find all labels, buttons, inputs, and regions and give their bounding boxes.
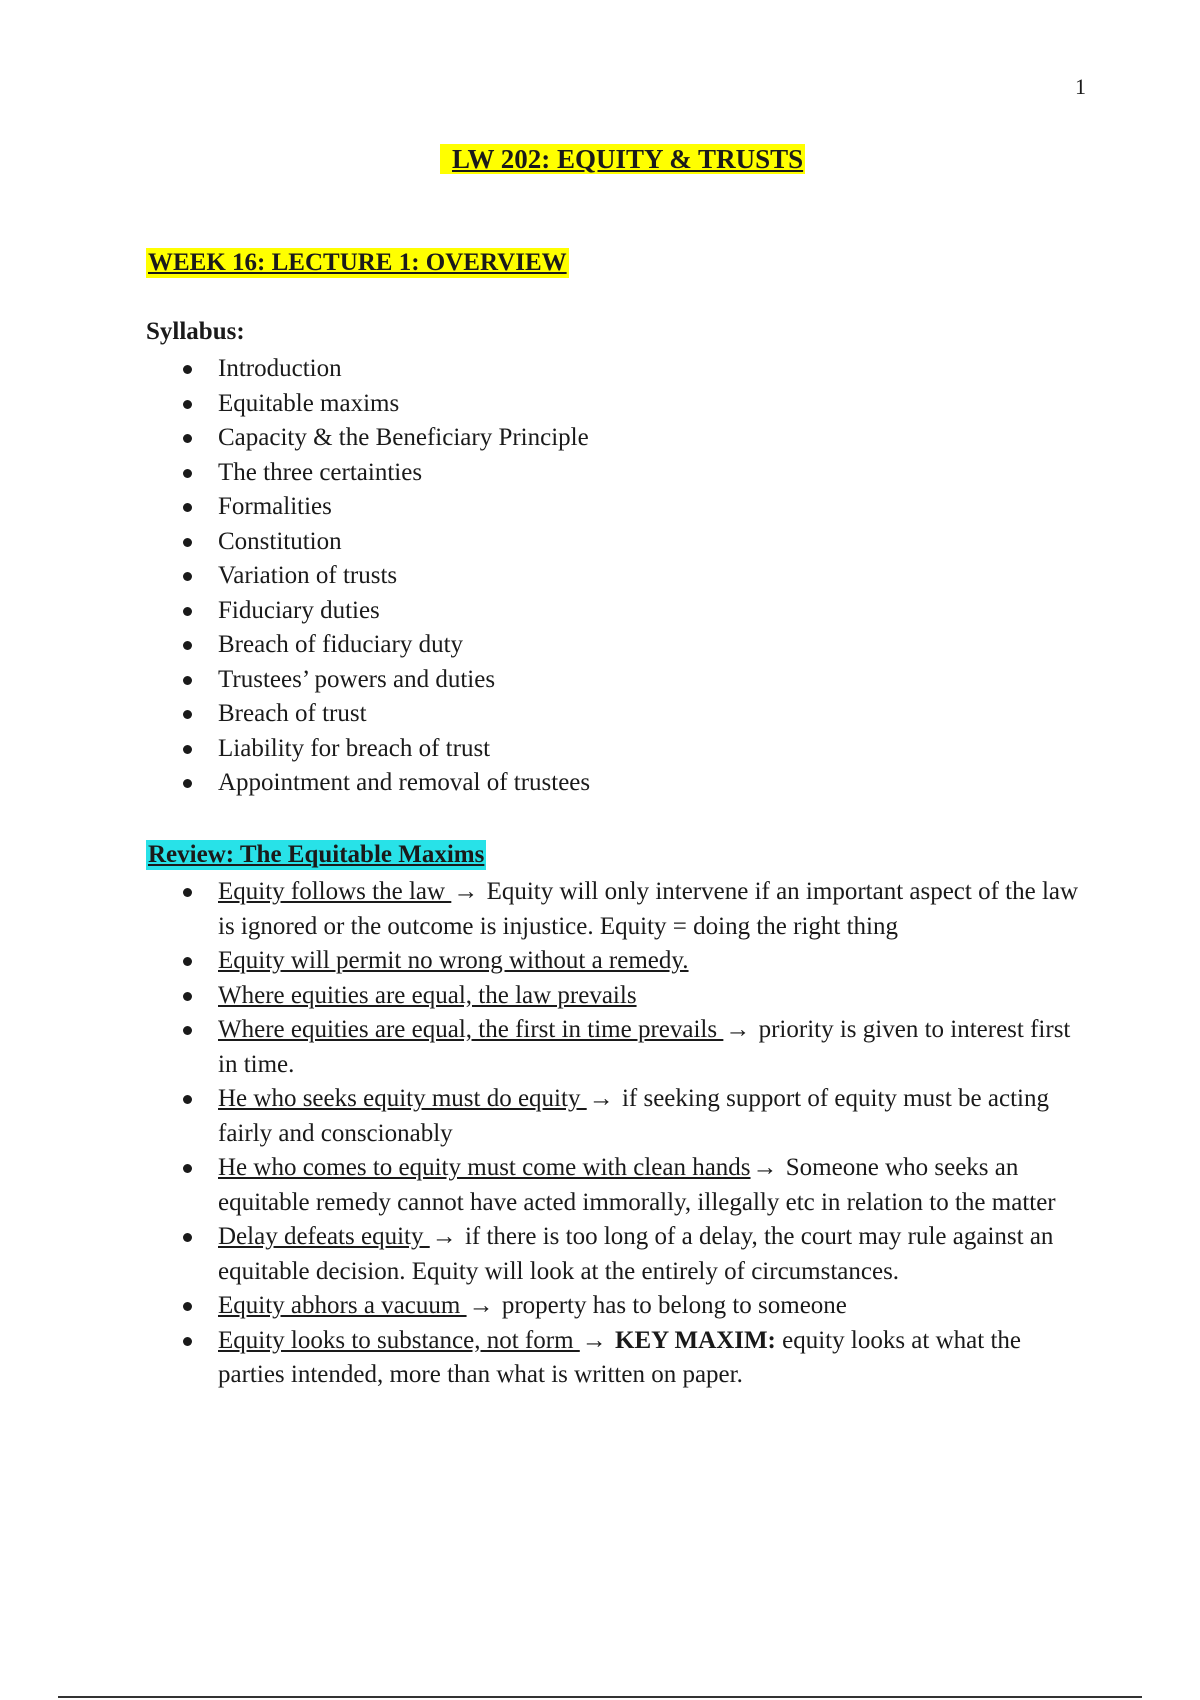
maxims-list: [183, 875, 1093, 1393]
syllabus-item: Equitable maxims: [183, 387, 1093, 422]
maxim-name: Equity looks to substance, not form: [218, 1326, 580, 1354]
footer-divider: [58, 1696, 1142, 1698]
maxim-description: if seeking support of equity must be acting fairly and conscionably: [218, 1085, 1049, 1147]
maxim-name: He who comes to equity must come with clean hands: [218, 1154, 751, 1181]
syllabus-list: [183, 352, 1093, 801]
syllabus-item: Formalities: [183, 490, 1093, 525]
maxim-name: Equity will permit no wrong without a remedy.: [218, 947, 689, 974]
arrow-icon: →: [588, 1085, 614, 1112]
syllabus-item: Appointment and removal of trustees: [183, 766, 1093, 801]
arrow-icon: →: [581, 1326, 607, 1354]
arrow-icon: →: [468, 1292, 494, 1319]
syllabus-item: Capacity & the Beneficiary Principle: [183, 421, 1093, 456]
syllabus-label: Syllabus:: [146, 318, 245, 345]
maxim-item: [183, 1013, 1093, 1082]
maxim-item: [183, 1289, 1093, 1324]
maxim-description: priority is given to interest first in time.: [218, 1016, 1071, 1078]
syllabus-item: Introduction: [183, 352, 1093, 387]
syllabus-item: The three certainties: [183, 456, 1093, 491]
document-title: LW 202: EQUITY & TRUSTS: [440, 144, 805, 174]
maxim-name: Where equities are equal, the law prevails: [218, 981, 637, 1009]
maxim-item: [183, 944, 1093, 979]
maxim-name: Equity follows the law: [218, 878, 452, 905]
syllabus-item: Breach of fiduciary duty: [183, 628, 1093, 663]
maxim-description: equity looks at what the parties intended, more than what is written on paper.: [218, 1326, 1021, 1388]
maxim-name: Delay defeats equity: [218, 1223, 430, 1250]
maxim-name: Where equities are equal, the first in time prevails: [218, 1016, 724, 1043]
maxim-item: [183, 1082, 1093, 1151]
syllabus-item: Liability for breach of trust: [183, 732, 1093, 767]
maxim-item: [183, 1151, 1093, 1220]
maxim-description: if there is too long of a delay, the court may rule against an equitable decision. Equity will look at the entirely of circumstances.: [218, 1223, 1054, 1285]
maxim-name: Equity abhors a vacuum: [218, 1292, 467, 1319]
maxim-description: Someone who seeks an equitable remedy cannot have acted immorally, illegally etc in relation to the matter: [218, 1154, 1056, 1216]
maxim-item: [183, 875, 1093, 944]
maxim-item: [183, 1220, 1093, 1289]
maxim-description: property has to belong to someone: [495, 1292, 847, 1319]
maxim-description: Equity will only intervene if an important aspect of the law is ignored or the outcome is injustice. Equity = doing the right thing: [218, 878, 1079, 940]
review-heading: Review: The Equitable Maxims: [148, 841, 485, 868]
syllabus-item: Trustees’ powers and duties: [183, 663, 1093, 698]
syllabus-item: Constitution: [183, 525, 1093, 560]
arrow-icon: →: [431, 1223, 457, 1250]
arrow-icon: →: [725, 1016, 751, 1043]
maxim-item: [183, 1324, 1093, 1393]
maxim-item: [183, 979, 1093, 1014]
arrow-icon: →: [453, 878, 479, 905]
week-heading: WEEK 16: LECTURE 1: OVERVIEW: [148, 249, 567, 276]
syllabus-item: Breach of trust: [183, 697, 1093, 732]
arrow-icon: →: [752, 1154, 778, 1181]
syllabus-item: Fiduciary duties: [183, 594, 1093, 629]
syllabus-item: Variation of trusts: [183, 559, 1093, 594]
maxim-name: He who seeks equity must do equity: [218, 1085, 587, 1112]
page-number: 1: [1075, 74, 1086, 99]
key-maxim-label: KEY MAXIM:: [608, 1326, 776, 1354]
